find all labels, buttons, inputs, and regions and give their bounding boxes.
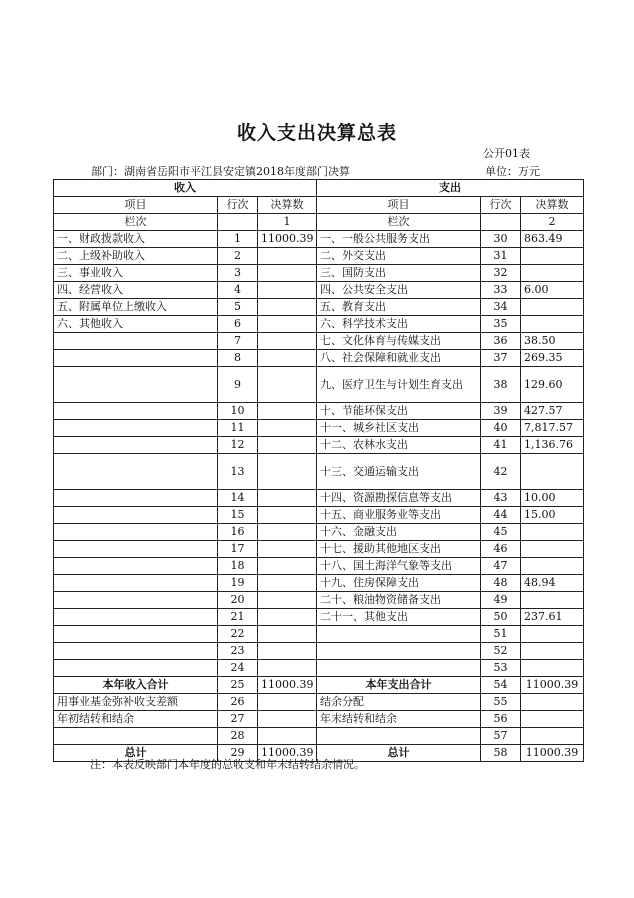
income-line-header: 行次 [218, 197, 258, 214]
income-item: 二、上级补助收入 [54, 248, 218, 265]
income-amount [258, 350, 317, 367]
income-item: 年初结转和结余 [54, 711, 218, 728]
expense-amount: 10.00 [521, 490, 584, 507]
income-amount [258, 575, 317, 592]
income-line: 21 [218, 609, 258, 626]
expense-subtotal-line: 54 [481, 677, 521, 694]
income-line: 27 [218, 711, 258, 728]
expense-line: 48 [481, 575, 521, 592]
income-item-header: 项目 [54, 197, 218, 214]
expense-line: 44 [481, 507, 521, 524]
expense-item: 十一、城乡社区支出 [317, 420, 481, 437]
table-row [54, 282, 584, 299]
income-item [54, 609, 218, 626]
expense-line: 57 [481, 728, 521, 745]
unit-label: 单位：万元 [485, 165, 540, 178]
expense-amount: 129.60 [521, 367, 584, 403]
table-row [54, 694, 584, 711]
income-line: 13 [218, 454, 258, 490]
table-row [54, 541, 584, 558]
income-line: 2 [218, 248, 258, 265]
income-amount [258, 420, 317, 437]
empty-cell [218, 214, 258, 231]
expense-amount: 6.00 [521, 282, 584, 299]
expense-item: 结余分配 [317, 694, 481, 711]
income-amount-header: 决算数 [258, 197, 317, 214]
expense-line: 46 [481, 541, 521, 558]
expense-total-line: 58 [481, 745, 521, 762]
expense-line: 53 [481, 660, 521, 677]
income-subtotal-line: 25 [218, 677, 258, 694]
table-row [54, 558, 584, 575]
expense-item: 六、科学技术支出 [317, 316, 481, 333]
expense-amount: 15.00 [521, 507, 584, 524]
expense-line: 39 [481, 403, 521, 420]
table-row [54, 350, 584, 367]
income-line: 14 [218, 490, 258, 507]
table-row [54, 403, 584, 420]
expense-total-label: 总计 [317, 745, 481, 762]
expense-amount: 48.94 [521, 575, 584, 592]
income-line: 9 [218, 367, 258, 403]
expense-item: 二十一、其他支出 [317, 609, 481, 626]
expense-line: 56 [481, 711, 521, 728]
income-amount [258, 643, 317, 660]
expense-line: 34 [481, 299, 521, 316]
page-title: 收入支出决算总表 [236, 122, 397, 144]
income-amount [258, 248, 317, 265]
table-row [54, 592, 584, 609]
expense-item: 七、文化体育与传媒支出 [317, 333, 481, 350]
income-item: 用事业基金弥补收支差额 [54, 694, 218, 711]
expense-amount [521, 728, 584, 745]
expense-item: 十六、金融支出 [317, 524, 481, 541]
expense-line: 32 [481, 265, 521, 282]
subtotal-row [54, 677, 584, 694]
expense-item: 三、国防支出 [317, 265, 481, 282]
expense-amount: 269.35 [521, 350, 584, 367]
table-row [54, 728, 584, 745]
balance-rows [54, 694, 584, 745]
income-item [54, 575, 218, 592]
expense-line: 51 [481, 626, 521, 643]
expense-line: 52 [481, 643, 521, 660]
expense-line: 49 [481, 592, 521, 609]
expense-item: 十四、资源勘探信息等支出 [317, 490, 481, 507]
expense-amount [521, 248, 584, 265]
income-amount [258, 626, 317, 643]
expense-amount [521, 541, 584, 558]
expense-amount: 427.57 [521, 403, 584, 420]
expense-amount-header: 决算数 [521, 197, 584, 214]
expense-item: 十七、援助其他地区支出 [317, 541, 481, 558]
expense-item: 八、社会保障和就业支出 [317, 350, 481, 367]
income-amount [258, 490, 317, 507]
expense-amount: 38.50 [521, 333, 584, 350]
income-total-line: 29 [218, 745, 258, 762]
income-amount [258, 660, 317, 677]
income-amount [258, 592, 317, 609]
expense-item: 十二、农林水支出 [317, 437, 481, 454]
table-row [54, 420, 584, 437]
income-column-number: 1 [258, 214, 317, 231]
income-line: 22 [218, 626, 258, 643]
income-line: 7 [218, 333, 258, 350]
income-item [54, 626, 218, 643]
expense-line: 55 [481, 694, 521, 711]
expense-line: 41 [481, 437, 521, 454]
expense-line: 43 [481, 490, 521, 507]
expense-line: 36 [481, 333, 521, 350]
income-line: 16 [218, 524, 258, 541]
expense-line: 47 [481, 558, 521, 575]
income-item: 六、其他收入 [54, 316, 218, 333]
income-item [54, 350, 218, 367]
table-row [54, 626, 584, 643]
income-item [54, 507, 218, 524]
expense-amount: 7,817.57 [521, 420, 584, 437]
income-amount [258, 282, 317, 299]
income-line: 17 [218, 541, 258, 558]
income-line: 3 [218, 265, 258, 282]
income-line: 11 [218, 420, 258, 437]
income-amount [258, 524, 317, 541]
income-amount [258, 541, 317, 558]
income-line: 18 [218, 558, 258, 575]
expense-subtotal-amount: 11000.39 [521, 677, 584, 694]
expense-amount [521, 660, 584, 677]
footnote: 注：本表反映部门本年度的总收支和年末结转结余情况。 [90, 758, 365, 771]
detail-rows [54, 231, 584, 677]
expense-amount: 863.49 [521, 231, 584, 248]
income-line: 23 [218, 643, 258, 660]
income-item: 五、附属单位上缴收入 [54, 299, 218, 316]
income-column-label: 栏次 [54, 214, 218, 231]
income-item [54, 592, 218, 609]
table-row [54, 609, 584, 626]
income-line: 10 [218, 403, 258, 420]
expense-amount: 1,136.76 [521, 437, 584, 454]
income-subtotal-amount: 11000.39 [258, 677, 317, 694]
expense-item-header: 项目 [317, 197, 481, 214]
income-line: 24 [218, 660, 258, 677]
income-line: 12 [218, 437, 258, 454]
expense-item: 四、公共安全支出 [317, 282, 481, 299]
income-amount [258, 558, 317, 575]
income-line: 4 [218, 282, 258, 299]
expense-item: 十三、交通运输支出 [317, 454, 481, 490]
income-line: 15 [218, 507, 258, 524]
income-amount [258, 694, 317, 711]
income-amount [258, 333, 317, 350]
table-row [54, 524, 584, 541]
table-row [54, 231, 584, 248]
income-line: 28 [218, 728, 258, 745]
income-amount: 11000.39 [258, 231, 317, 248]
expense-line: 38 [481, 367, 521, 403]
income-line: 26 [218, 694, 258, 711]
table-row [54, 437, 584, 454]
income-item [54, 367, 218, 403]
expense-item [317, 626, 481, 643]
expense-line: 42 [481, 454, 521, 490]
income-amount [258, 316, 317, 333]
table-row [54, 575, 584, 592]
income-item [54, 660, 218, 677]
expense-total-amount: 11000.39 [521, 745, 584, 762]
table-row [54, 367, 584, 403]
table-row [54, 660, 584, 677]
income-amount [258, 299, 317, 316]
table-row [54, 333, 584, 350]
expense-item: 二十、粮油物资储备支出 [317, 592, 481, 609]
department-label: 部门：湖南省岳阳市平江县安定镇2018年度部门决算 [91, 165, 350, 178]
income-line: 6 [218, 316, 258, 333]
income-amount [258, 728, 317, 745]
income-line: 5 [218, 299, 258, 316]
expense-item: 二、外交支出 [317, 248, 481, 265]
income-item [54, 558, 218, 575]
expense-line: 50 [481, 609, 521, 626]
expense-line: 30 [481, 231, 521, 248]
table-row [54, 316, 584, 333]
expense-amount [521, 558, 584, 575]
income-item: 一、财政拨款收入 [54, 231, 218, 248]
income-line: 8 [218, 350, 258, 367]
expense-amount [521, 711, 584, 728]
expense-item: 十九、住房保障支出 [317, 575, 481, 592]
expense-subtotal-label: 本年支出合计 [317, 677, 481, 694]
expense-column-label: 栏次 [317, 214, 481, 231]
income-amount [258, 609, 317, 626]
income-item: 四、经营收入 [54, 282, 218, 299]
income-amount [258, 454, 317, 490]
income-subtotal-label: 本年收入合计 [54, 677, 218, 694]
expense-amount [521, 643, 584, 660]
expense-line: 31 [481, 248, 521, 265]
income-total-label: 总计 [54, 745, 218, 762]
expense-amount [521, 524, 584, 541]
income-amount [258, 437, 317, 454]
income-amount [258, 367, 317, 403]
table-row [54, 643, 584, 660]
expense-amount [521, 592, 584, 609]
expense-line-header: 行次 [481, 197, 521, 214]
expense-item [317, 660, 481, 677]
income-amount [258, 403, 317, 420]
income-line: 20 [218, 592, 258, 609]
income-item [54, 333, 218, 350]
income-total-amount: 11000.39 [258, 745, 317, 762]
table-row [54, 507, 584, 524]
expense-line: 45 [481, 524, 521, 541]
income-item: 三、事业收入 [54, 265, 218, 282]
table-row [54, 248, 584, 265]
expense-line: 40 [481, 420, 521, 437]
expense-item: 五、教育支出 [317, 299, 481, 316]
expense-item: 十五、商业服务业等支出 [317, 507, 481, 524]
expense-item [317, 728, 481, 745]
expense-amount [521, 265, 584, 282]
table-row [54, 454, 584, 490]
form-code: 公开01表 [483, 147, 530, 160]
income-amount [258, 507, 317, 524]
income-item [54, 454, 218, 490]
table-row [54, 299, 584, 316]
expense-amount [521, 316, 584, 333]
expense-header: 支出 [317, 180, 584, 197]
income-item [54, 643, 218, 660]
income-item [54, 420, 218, 437]
expense-item: 十、节能环保支出 [317, 403, 481, 420]
income-item [54, 524, 218, 541]
income-item [54, 728, 218, 745]
expense-item: 九、医疗卫生与计划生育支出 [317, 367, 481, 403]
table-row [54, 265, 584, 282]
table-row [54, 711, 584, 728]
income-item [54, 437, 218, 454]
expense-line: 37 [481, 350, 521, 367]
income-header: 收入 [54, 180, 317, 197]
income-line: 19 [218, 575, 258, 592]
table-row [54, 490, 584, 507]
empty-cell [481, 214, 521, 231]
expense-amount: 237.61 [521, 609, 584, 626]
income-item [54, 541, 218, 558]
expense-item: 年末结转和结余 [317, 711, 481, 728]
expense-item: 十八、国土海洋气象等支出 [317, 558, 481, 575]
expense-column-number: 2 [521, 214, 584, 231]
income-line: 1 [218, 231, 258, 248]
expense-amount [521, 299, 584, 316]
expense-line: 35 [481, 316, 521, 333]
income-item [54, 403, 218, 420]
expense-amount [521, 626, 584, 643]
expense-item [317, 643, 481, 660]
expense-amount [521, 454, 584, 490]
expense-amount [521, 694, 584, 711]
income-item [54, 490, 218, 507]
income-amount [258, 711, 317, 728]
expense-line: 33 [481, 282, 521, 299]
income-expense-table [53, 179, 584, 762]
expense-item: 一、一般公共服务支出 [317, 231, 481, 248]
income-amount [258, 265, 317, 282]
